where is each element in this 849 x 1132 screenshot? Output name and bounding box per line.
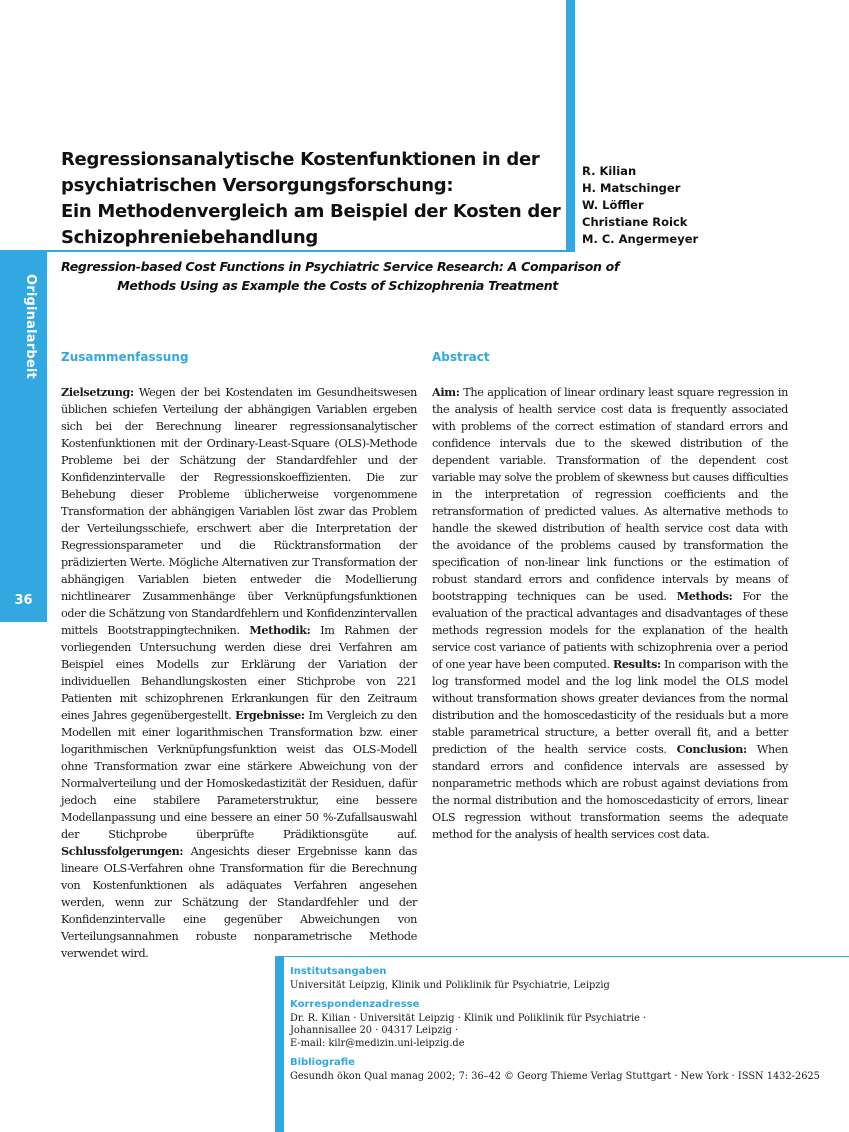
korrespondenz-block <box>290 999 845 1050</box>
subtitle-line: Regression-based Cost Functions in Psychiatric Service Research: A Comparison of <box>61 259 620 274</box>
author: W. Löffler <box>582 198 644 212</box>
author: R. Kilian <box>582 164 637 178</box>
author: M. C. Angermeyer <box>582 232 699 246</box>
institut-line: Universität Leipzig, Klinik und Poliklinik für Psychiatrie, Leipzig <box>290 979 610 991</box>
top-accent-bar <box>566 0 575 251</box>
text-methods: For the evaluation of the practical advantages and disadvantages of these methods regression models for the explanation of the health service cost variance of patients with schizophrenia over a period of one year have been computed. <box>432 590 788 671</box>
author-list <box>582 163 782 248</box>
label-methods: Methods: <box>676 589 733 603</box>
korrespondenz-line: Dr. R. Kilian · Universität Leipzig · Klinik und Poliklinik für Psychiatrie · <box>290 1012 647 1024</box>
info-box-rule <box>275 956 849 957</box>
title-line: psychiatrischen Versorgungsforschung: <box>61 175 454 196</box>
author: Christiane Roick <box>582 215 688 229</box>
title-line: Schizophreniebehandlung <box>61 227 318 248</box>
text-schlussfolgerungen: Angesichts dieser Ergebnisse kann das lineare OLS-Verfahren ohne Transformation für die Berechnung von Kostenfunktionen als adäquates Verfahren angesehen werden, wenn zur Schätzung der Standardfehler und der Konfidenzintervalle eine gegenüber Abweichungen von Verteilungsannahmen robuste nonparametrische Methode verwendet wird. <box>61 845 417 960</box>
label-ergebnisse: Ergebnisse: <box>235 708 305 722</box>
korrespondenz-line: Johannisallee 20 · 04317 Leipzig · <box>290 1025 459 1036</box>
label-aim: Aim: <box>432 385 460 399</box>
label-schlussfolgerungen: Schlussfolgerungen: <box>61 844 184 858</box>
text-conclusion: When standard errors and confidence intervals are assessed by nonparametric methods which are robust against deviations from the normal distribution and the homoscedasticity of errors, linear OLS regression without transformation seems the adequate method for the analysis of health services cost data. <box>432 743 788 841</box>
institut-block <box>290 966 845 992</box>
text-zielsetzung: Wegen der bei Kostendaten im Gesundheitswesen üblichen schiefen Verteilung der abhängigen Variablen ergeben sich bei der Berechnung linearer regressionsanalytischer Kostenfunktionen mit der Ordinary-Least-Square (OLS)-Methode Probleme bei der Schätzung der Standardfehler und der Konfidenzintervalle der Regressionskoeffizienten. Die zur Behebung dieser Probleme üblicherweise vorgenommene Transformation der abhängigen Variablen löst zwar das Problem der Verteilungsschiefe, erschwert aber die Interpretation der Regressionsparameter und die Rücktransformation der prädizierten Werte. Mögliche Alternativen zur Transformation der abhängigen Variablen bieten entweder die Modellierung nichtlinearer Zusammenhänge über Verknüpfungsfunktionen oder die Schätzung von Standardfehlern und Konfidenzintervallen mittels Bootstrappingtechniken. <box>61 386 417 637</box>
english-title <box>61 257 620 295</box>
institut-heading: Institutsangaben <box>290 966 387 977</box>
title-line: Ein Methodenvergleich am Beispiel der Kosten der <box>61 201 561 222</box>
bibliografie-block <box>290 1057 845 1083</box>
label-methodik: Methodik: <box>249 623 311 637</box>
bibliografie-heading: Bibliografie <box>290 1057 355 1068</box>
email-line: E-mail: kilr@medizin.uni-leipzig.de <box>290 1037 465 1049</box>
label-results: Results: <box>612 657 661 671</box>
zusammenfassung-heading: Zusammenfassung <box>61 350 189 364</box>
korrespondenz-heading: Korrespondenzadresse <box>290 999 420 1010</box>
abstract-body <box>432 384 788 843</box>
page-number: 36 <box>14 593 33 608</box>
label-conclusion: Conclusion: <box>676 742 747 756</box>
info-box-bar <box>275 956 284 1132</box>
author: H. Matschinger <box>582 181 681 195</box>
text-aim: The application of linear ordinary least square regression in the analysis of health service cost data is frequently associated with problems of the correct estimation of standard errors and confidence intervals due to the skewed distribution of the dependent variable. Transformation of the dependent cost variable may solve the problem of skewness but causes difficulties in the interpretation of regression coefficients and the retransformation of predicted values. As alternative methods to handle the skewed distribution of health service cost data with the avoidance of the problems caused by transformation the specification of non-linear link functions or the estimation of robust standard errors and confidence intervals by means of bootstrapping techniques can be used. <box>432 386 788 603</box>
bibliografie-line: Gesundh ökon Qual manag 2002; 7: 36–42 © Georg Thieme Verlag Stuttgart · New York · ISSN 1432-2625 <box>290 1070 820 1082</box>
article-title <box>61 147 561 251</box>
abstract-heading: Abstract <box>432 350 490 364</box>
text-results: In comparison with the log transformed model and the log link model the OLS model without transformation shows greater deviances from the normal distribution and the homoscedasticity of the residuals but a more stable parametrical structure, a better overall fit, and a better prediction of the health service costs. <box>432 658 788 756</box>
zusammenfassung-body <box>61 384 417 962</box>
text-methodik: Im Rahmen der vorliegenden Untersuchung werden diese drei Verfahren am Beispiel eines Modells zur Erklärung der Variation der individuellen Behandlungskosten einer Stichprobe von 221 Patienten mit schizophrenen Erkrankungen für den Zeitraum eines Jahres gegenübergestellt. <box>61 624 418 722</box>
label-zielsetzung: Zielsetzung: <box>61 385 134 399</box>
section-label: Originalarbeit <box>23 274 38 379</box>
title-line: Regressionsanalytische Kostenfunktionen in der <box>61 149 540 170</box>
text-ergebnisse: Im Vergleich zu den Modellen mit einer logarithmischen Transformation bzw. einer logarithmischen Verknüpfungsfunktion weist das OLS-Modell ohne Transformation zwar eine stärkere Abweichung von der Normalverteilung und der Homoskedastizität der Residuen, dafür jedoch eine stabilere Parameterstruktur, eine bessere Modellanpassung und eine bessere an einer 50 %-Zufallsauswahl der Stichprobe überprüfte Prädiktionsgüte auf. <box>61 709 417 841</box>
subtitle-line: Methods Using as Example the Costs of Schizophrenia Treatment <box>117 278 558 293</box>
